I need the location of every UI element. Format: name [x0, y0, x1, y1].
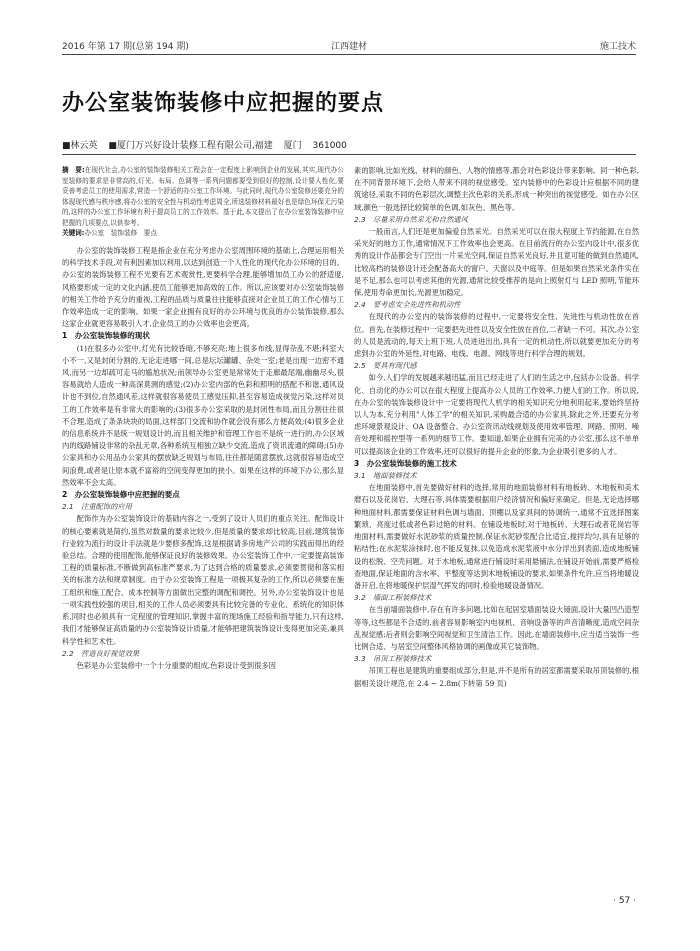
section-1-heading: 1 办公室装饰装修的现状: [62, 331, 150, 341]
section-2-5-heading: 2.5 要具有现代感: [354, 361, 417, 371]
section-2-4-paragraph: 在现代的办公室内的装饰装修的过程中,一定要将安全性、先进性与机动性放在首位。首先,在装修过程中一定要把先进性以及安全性放在首位,二者缺一不可。其次,办公室的人员是流动的,每天上班下班,人员进进出出,具有一定的机动性,所以就要更加充分的考虑到办公室的外延性,对电路、电线、电源、网线等进行科学合理的规划。: [354, 312, 639, 359]
section-3-3-heading: 3.3 吊顶工程装修技术: [354, 654, 432, 664]
left-column: [62, 165, 344, 672]
section-3-2-paragraph: 在当前墙面装修中,存在有许多问题,比如在起居室墙面装设大镜面,设计大量凹凸造型等等,这些都是不合适的,前者容易影响室内电视机、音响设备等的声音清晰度,造成空间杂乱视觉感;后者则会影响空间视觉和卫生清洁工作。因此,在墙面装修中,应当适当装饰一些比例合适、与居室空间整体风格协调的画像或其它装饰物。: [354, 605, 639, 651]
postcode: 361000: [312, 141, 347, 151]
author-line: [62, 138, 355, 151]
section-2-3-paragraph: 一般而言,人们还是更加偏爱自然采光。自然采光可以在很大程度上节约能源,在自然采光好的地方工作,通常情况下工作效率也会更高。在目前流行的办公室内设计中,很多优秀的设计作品都会专门空出一片采光空间,保证自然采光良好,并且竟可能的做到自然通风,比较高档的装修设计还会配备高大的窗户、天窗以及中庭等。但是如果自然采光条件实在是不足,那么也可以考虑其他的光源,通常比较受推荐的是向上照射灯与 LED 照明,节能环保,使用寿命更加长,光源更加稳定。: [354, 227, 639, 298]
section-3-2-heading: 3.2 墙面工程装修技术: [354, 593, 432, 603]
section-2-2-heading: 2.2 营造良好视觉效果: [62, 648, 140, 658]
keywords: [62, 228, 344, 239]
author-name: ■林云英: [62, 141, 98, 151]
issue-info: 2016 年第 17 期(总第 194 期): [62, 42, 189, 52]
abstract: [62, 165, 344, 228]
keywords-text: 办公室 装饰装修 要点: [84, 229, 157, 237]
section-2-3-heading: 2.3 尽量采用自然采光和自然通风: [354, 214, 468, 224]
abstract-label: 摘 要:: [62, 166, 85, 174]
header-rule: [62, 54, 636, 55]
section-3-1-paragraph: 在地面装修中,首先要做好材料的选择,常用的地面装修材料有地板砖、木地板和美术磨石以及花岗岩、大理石等,具体需要根据用户经济情况和偏好来确定。但是,无论选择哪种地面材料,都需要保证材料色调与墙面、顶棚以及家具间的协调统一,通常不宜选择图案繁琐、亮度过低或者色彩过艳的材料。在铺设地板时,对于地板砖、大理石或者花岗岩等地面材料,需要做好水泥砂浆的质量控制,保证水泥砂浆配合比适宜,搅拌均匀,具有足够的粘结性;在水泥浆涂抹时,也不能反复抹,以免造成水泥浆液中水分浮出到表面,造成地板铺设的松脱、空壳问题。对于木地板,通常进行铺设时采用悬铺法,在铺设开始前,需要严格检查地面,保证地面的含水率、平整度等达到木地板铺设的要求,如果条件允许,应当将地暖设备开启,在将地暖保护层湿气挥发的同时,检验地暖设备情况。: [354, 483, 639, 590]
section-2-heading: 2 办公室装饰装修中应把握的要点: [62, 490, 180, 500]
section-name: 施工技术: [599, 42, 636, 52]
section-1-paragraph: (1)在很多办公室中,灯光有比较昏暗,不够充亮;地上很多布线,显得杂乱不堪;科室大小不一,又是封闭分割的,无论走进哪一间,总是坛坛罐罐、杂处一室;老是出现一边密不通风,而另一边却疏可走马的尴尬状况;而领导办公室更是常常处于走廊最尾端,幽幽尽头,很容易就给人造成一种高深莫测的感觉;(2)办公室内部的色彩和照明的搭配不和谐,通风设计也不到位,自然通风差,这样就很容易使员工感觉压抑,甚至容易造成视觉污染,这样对员工的工作效率是有非常大的影响的;(3)很多办公室采取的是封闭性布局,而且分割往往很不合理,造成了条条块块的局面,这样部门交流和协作就会没有那么方便高效;(4)很多企业的信息系统并不是统一规划设计的,而且相关维护和管理工作也不是统一进行的,办公区域内的线路铺设非常的杂乱无章,各种系统互相独立缺少交流,造成了资讯流通的障碍;(5)办公家具和办公用品办公家具的摆放缺乏规划与布局,往往都是随意摆放,这就很容易造成空间浪费,或者是让原本就不富裕的空间变得更加的狭小。如果在这样的环境下办公,那么显然效率不会太高。: [62, 343, 344, 487]
affiliation: ■厦门万兴好设计装修工程有限公司,福建: [108, 141, 273, 151]
keywords-label: 关键词:: [62, 229, 85, 237]
intro-paragraph: 办公室的装饰装修工程是指企业在充分考虑办公室周围环境的基础上,合理运用相关的科学技术手段,对有利因素加以利用,以达到创造一个人性化的现代化办公环境的目的。办公室的装饰装修工程不光要有艺术观赏性,更要科学合理,能够增加员工办公的舒适度,风格要形成一定的文化内涵,使员工能够更加高效的工作。所以,应该要对办公室装饰装修的相关工作给予充分的重视,工程的品质与质量往往能够直接对企业员工的工作心情与工作效率造成一定的影响。如果一家企业拥有良好的办公环境与优良的办公装饰装修,那么这家企业就更容易吸引人才,企业员工的办公效率也会更高。: [62, 246, 344, 329]
city: 厦门: [283, 141, 302, 151]
article-title: 办公室装饰装修中应把握的要点: [62, 91, 385, 116]
section-2-2-continued: 素的影响,比如光线、材料的颜色、人物的情感等,都会对色彩设计带来影响。同一种色彩,在不同背景环境下,会给人带来不同的视觉感受。室内装修中的色彩设计应根据不同的建筑途径,采取不同的色彩层次,调整主次色彩的关系,形成一种突出的视觉感受。如在办公区域,颜色一般选择比较简单的色调,如灰色、黑色等。: [354, 166, 639, 212]
section-2-1-paragraph: 配饰作为办公室装饰设计的基础内容之一,受到了设计人员们的重点关注。配饰设计的核心要素就是简约,虽然对数量的要求比较少,但是质量的要求却比较高,目前,建筑装饰行业较为流行的设计手法就是少要修多配饰,这是根据请多房地产公司的实践而得出的经验总结。合理的使用配饰,能够保证良好的装修效果。办公室装饰工作中,一定要提高装饰工程的质量标准,不断做到高标准严要求,为了达到合格的质量要求,必须要贯彻和落实相关的标准方法和规章制度。由于办公室装饰工程是一项极其复杂的工作,所以必须要在施工组织和施工配合、成本控制等方面做出完整的调配和调控。另外,办公室装饰设计也是一项实践性较强的项目,相关的工作人员必须要具有比较完备的专业化、系统化的知识体系,同时也必须具有一定程度的管理知识,掌握丰富的现场施工经验和指导能力,只有这样,我们才能够保证高质量的办公室装饰设计质量,才能够把建筑装饰设计变得更加完美,兼具科学性和艺术性。: [62, 514, 344, 646]
section-3-heading: 3 办公室装饰装修的施工技术: [354, 458, 457, 468]
page-number: · 57 ·: [613, 896, 636, 906]
abstract-text: 在现代社会,办公室的装饰装修相关工程会在一定程度上影响到企业的发展,其实,现代办公室装修的要求是非常高的,灯光、布局、色调等一系列问题都要受到很好的控制,设计要人性化,要妥善考虑员工的使用需求,营造一个舒适的办公室工作环境。与此同时,现代办公室装修还要充分的体现现代感与秩序感,将办公室的安全性与机动性考虑周全,所选装修材料最好也是绿色环保无污染的,这样的办公室工作环境有利于提高员工的工作效率。基于此,本文提出了在办公室装饰装修中应把握的几项要点,以供参考。: [62, 166, 344, 227]
section-2-5-paragraph: 如今,人们学的发展越来越迅猛,而且已经走进了人们的生活之中,包括办公设备。科学化、自动化的办公可以在很大程度上提高办公人员的工作效率,力便人们的工作。所以说,在办公室的装饰装修设计中一定要将现代人机学的相关知识充分地利用起来,要始终坚持以人为本,充分利用"人体工学"的相关知识,采购最合适的办公家具,除此之外,还要充分考虑环境景观设计、OA 设备整合、办公室资讯动线规划及使用效率管理、网路、照明、噪音处理和摇控型等一系列的细节工作。要知道,如果企业拥有完美的办公室,那么这不单单可以提高该企业的工作效率,还可以很好的提升企业的形象,为企业吸引更多的人才。: [354, 373, 639, 456]
section-2-2-paragraph: 色彩是办公室装修中一个十分重要的组成,色彩设计受到很多因: [76, 660, 276, 670]
running-header: [62, 39, 636, 53]
section-2-1-heading: 2.1 注重配饰的应用: [62, 502, 132, 512]
section-2-4-heading: 2.4 要考虑安全先进性和机动性: [354, 300, 461, 310]
author-rule: [62, 154, 636, 155]
journal-name: 江西建材: [330, 42, 367, 52]
right-column: [354, 165, 639, 690]
section-3-3-paragraph: 吊顶工程也是建筑的重要组成部分,但是,并不是所有的居室都需要采取吊顶装修的,根据相关设计规范,在 2.4 ~ 2.8m(下转第 59 页): [354, 666, 639, 688]
section-3-1-heading: 3.1 地面装修技术: [354, 471, 417, 481]
